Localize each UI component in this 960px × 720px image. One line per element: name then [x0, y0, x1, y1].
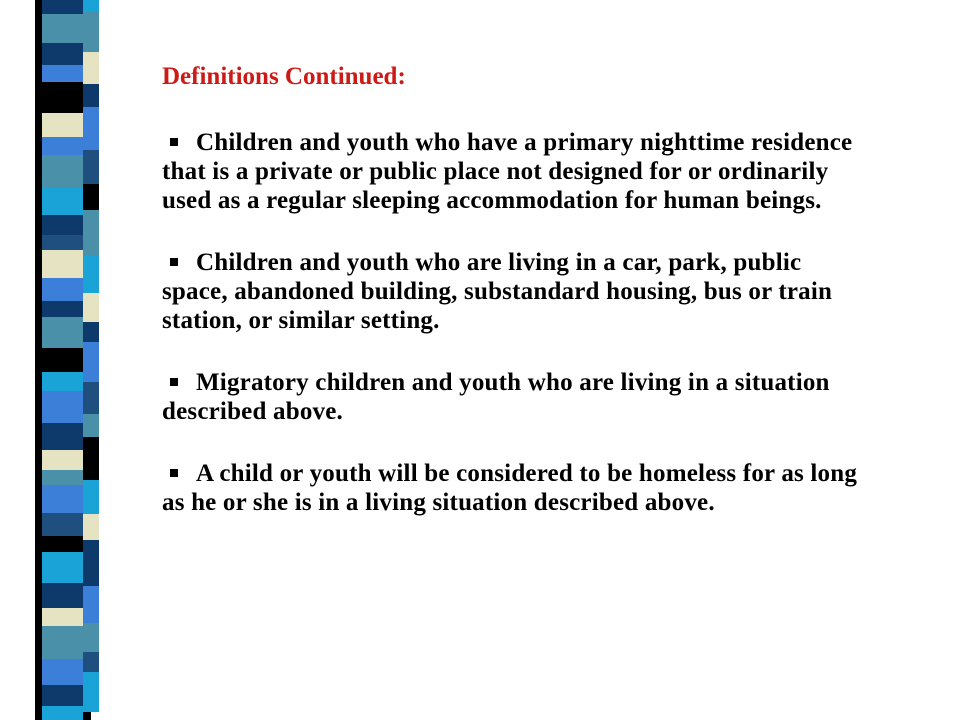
stripe-segment: [42, 113, 83, 138]
stripe-segment: [83, 540, 99, 586]
stripe-segment: [42, 423, 83, 450]
stripe-segment: [83, 322, 99, 342]
stripe-segment: [42, 450, 83, 470]
stripe-segment: [83, 52, 99, 84]
decorative-stripe-column-right: [83, 0, 99, 712]
stripe-segment: [42, 513, 83, 536]
stripe-segment: [42, 470, 83, 484]
stripe-segment: [42, 65, 83, 81]
stripe-segment: [42, 235, 83, 249]
stripe-segment: [42, 485, 83, 514]
stripe-segment: [42, 317, 83, 348]
stripe-segment: [83, 586, 99, 623]
slide-heading: Definitions Continued:: [162, 63, 406, 90]
stripe-segment: [83, 107, 99, 150]
stripe-segment: [42, 278, 83, 301]
stripe-segment: [42, 215, 83, 235]
stripe-segment: [83, 414, 99, 437]
stripe-segment: [42, 583, 83, 608]
bullet-text: Children and youth who have a primary nighttime residence that is a private or public place not designed for or ordinarily used as a regular sleeping accommodation for human beings.: [162, 129, 853, 214]
stripe-segment: [42, 391, 83, 424]
stripe-segment: [83, 256, 99, 293]
bullet-item: [162, 459, 862, 517]
stripe-segment: [83, 672, 99, 712]
stripe-segment: [83, 382, 99, 414]
stripe-segment: [42, 301, 83, 317]
stripe-segment: [83, 150, 99, 184]
stripe-segment: [42, 155, 83, 188]
stripe-segment: [42, 659, 83, 686]
stripe-segment: [83, 12, 99, 52]
stripe-segment: [42, 43, 83, 66]
stripe-segment: [83, 342, 99, 382]
stripe-segment: [83, 0, 99, 12]
stripe-segment: [83, 184, 99, 210]
stripe-segment: [83, 437, 99, 480]
bullet-item: [162, 248, 862, 335]
stripe-segment: [42, 14, 83, 43]
square-bullet-icon: [170, 378, 178, 386]
stripe-segment: [42, 552, 83, 583]
stripe-segment: [42, 188, 83, 215]
stripe-segment: [83, 480, 99, 514]
stripe-segment: [42, 536, 83, 552]
stripe-segment: [83, 210, 99, 256]
stripe-segment: [42, 685, 83, 705]
stripe-segment: [42, 608, 83, 626]
decorative-stripe-column-left: [42, 0, 83, 720]
stripe-segment: [83, 623, 99, 652]
bullet-text: A child or youth will be considered to be homeless for as long as he or she is in a living situation described above.: [162, 460, 858, 516]
bullet-text: Children and youth who are living in a car, park, public space, abandoned building, substandard housing, bus or train station, or similar setting.: [162, 249, 833, 334]
stripe-segment: [42, 0, 83, 14]
stripe-segment: [42, 137, 83, 155]
stripe-segment: [83, 514, 99, 540]
bullet-item: [162, 368, 862, 426]
square-bullet-icon: [170, 258, 178, 266]
stripe-segment: [42, 626, 83, 659]
stripe-segment: [42, 348, 83, 373]
stripe-segment: [83, 293, 99, 322]
square-bullet-icon: [170, 138, 178, 146]
slide-content: [162, 62, 862, 550]
stripe-segment: [42, 82, 83, 113]
bullet-text: Migratory children and youth who are living in a situation described above.: [162, 369, 830, 425]
stripe-segment: [83, 84, 99, 107]
square-bullet-icon: [170, 469, 178, 477]
stripe-segment: [42, 372, 83, 390]
stripe-segment: [42, 706, 83, 720]
bullet-item: [162, 128, 862, 215]
stripe-segment: [42, 250, 83, 279]
stripe-segment: [83, 652, 99, 672]
